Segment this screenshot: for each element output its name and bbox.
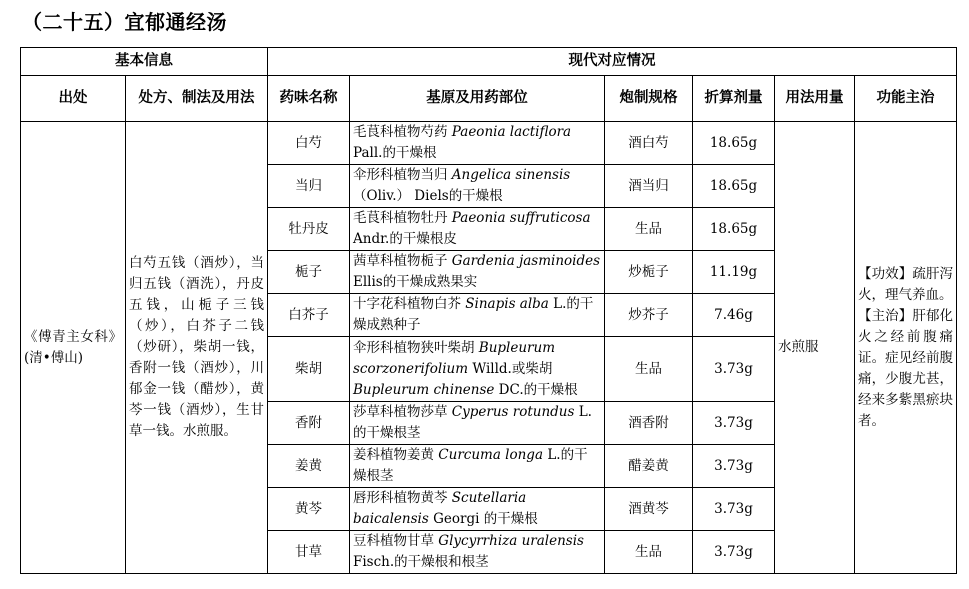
- origin-cell: 十字花科植物白芥 Sinapis alba L.的干燥成熟种子: [350, 294, 605, 337]
- prescription-table: [20, 47, 957, 574]
- header-herb-name: 药味名称: [268, 76, 350, 122]
- page-title: （二十五）宜郁通经汤: [22, 10, 227, 34]
- usage-cell: 水煎服: [775, 122, 855, 574]
- origin-cell: 唇形科植物黄芩 Scutellaria baicalensis Georgi 的干燥根: [350, 488, 605, 531]
- dose-cell: 18.65g: [693, 208, 775, 251]
- origin-cell: 莎草科植物莎草 Cyperus rotundus L.的干燥根茎: [350, 402, 605, 445]
- processing-cell: 生品: [605, 531, 693, 574]
- header-usage: 用法用量: [775, 76, 855, 122]
- dose-cell: 7.46g: [693, 294, 775, 337]
- processing-cell: 酒当归: [605, 165, 693, 208]
- table-row: [21, 122, 957, 165]
- processing-cell: 酒香附: [605, 402, 693, 445]
- processing-cell: 酒白芍: [605, 122, 693, 165]
- header-source: 出处: [21, 76, 126, 122]
- dose-cell: 3.73g: [693, 488, 775, 531]
- processing-cell: 生品: [605, 208, 693, 251]
- processing-cell: 生品: [605, 337, 693, 402]
- prescription-cell: 白芍五钱（酒炒），当归五钱（酒洗），丹皮五钱，山栀子三钱（炒），白芥子二钱（炒研），柴胡一钱，香附一钱（酒炒），川郁金一钱（醋炒），黄芩一钱（酒炒），生甘草一钱。水煎服。: [126, 122, 268, 574]
- origin-cell: 伞形科植物当归 Angelica sinensis （Oliv.） Diels的干燥根: [350, 165, 605, 208]
- dose-cell: 3.73g: [693, 531, 775, 574]
- header-basic-info: 基本信息: [21, 48, 268, 76]
- header-dose: 折算剂量: [693, 76, 775, 122]
- dose-cell: 18.65g: [693, 165, 775, 208]
- processing-cell: 醋姜黄: [605, 445, 693, 488]
- dose-cell: 11.19g: [693, 251, 775, 294]
- source-cell: 《傅青主女科》(清•傅山): [21, 122, 126, 574]
- herb-name-cell: 白芥子: [268, 294, 350, 337]
- header-function: 功能主治: [855, 76, 957, 122]
- processing-cell: 酒黄芩: [605, 488, 693, 531]
- herb-name-cell: 白芍: [268, 122, 350, 165]
- origin-cell: 毛茛科植物芍药 Paeonia lactiflora Pall.的干燥根: [350, 122, 605, 165]
- herb-name-cell: 当归: [268, 165, 350, 208]
- indication-text: 【主治】肝郁化火之经前腹痛证。症见经前腹痛，少腹尤甚，经来多紫黑瘀块者。: [858, 307, 954, 429]
- origin-cell: 姜科植物姜黄 Curcuma longa L.的干燥根茎: [350, 445, 605, 488]
- header-prescription: 处方、制法及用法: [126, 76, 268, 122]
- origin-cell: 茜草科植物栀子 Gardenia jasminoides Ellis的干燥成熟果实: [350, 251, 605, 294]
- herb-name-cell: 甘草: [268, 531, 350, 574]
- dose-cell: 3.73g: [693, 402, 775, 445]
- header-origin: 基原及用药部位: [350, 76, 605, 122]
- processing-cell: 炒芥子: [605, 294, 693, 337]
- function-cell: [855, 122, 957, 574]
- origin-cell: 毛茛科植物牡丹 Paeonia suffruticosa Andr.的干燥根皮: [350, 208, 605, 251]
- dose-cell: 18.65g: [693, 122, 775, 165]
- dose-cell: 3.73g: [693, 337, 775, 402]
- header-processing: 炮制规格: [605, 76, 693, 122]
- herb-name-cell: 姜黄: [268, 445, 350, 488]
- efficacy-text: 【功效】疏肝泻火，理气养血。: [858, 265, 954, 303]
- herb-name-cell: 栀子: [268, 251, 350, 294]
- herb-name-cell: 牡丹皮: [268, 208, 350, 251]
- dose-cell: 3.73g: [693, 445, 775, 488]
- header-modern: 现代对应情况: [268, 48, 957, 76]
- herb-name-cell: 黄芩: [268, 488, 350, 531]
- herb-name-cell: 柴胡: [268, 337, 350, 402]
- origin-cell: 伞形科植物狭叶柴胡 Bupleurum scorzonerifolium Willd.或柴胡 Bupleurum chinense DC.的干燥根: [350, 337, 605, 402]
- herb-name-cell: 香附: [268, 402, 350, 445]
- processing-cell: 炒栀子: [605, 251, 693, 294]
- origin-cell: 豆科植物甘草 Glycyrrhiza uralensis Fisch.的干燥根和根茎: [350, 531, 605, 574]
